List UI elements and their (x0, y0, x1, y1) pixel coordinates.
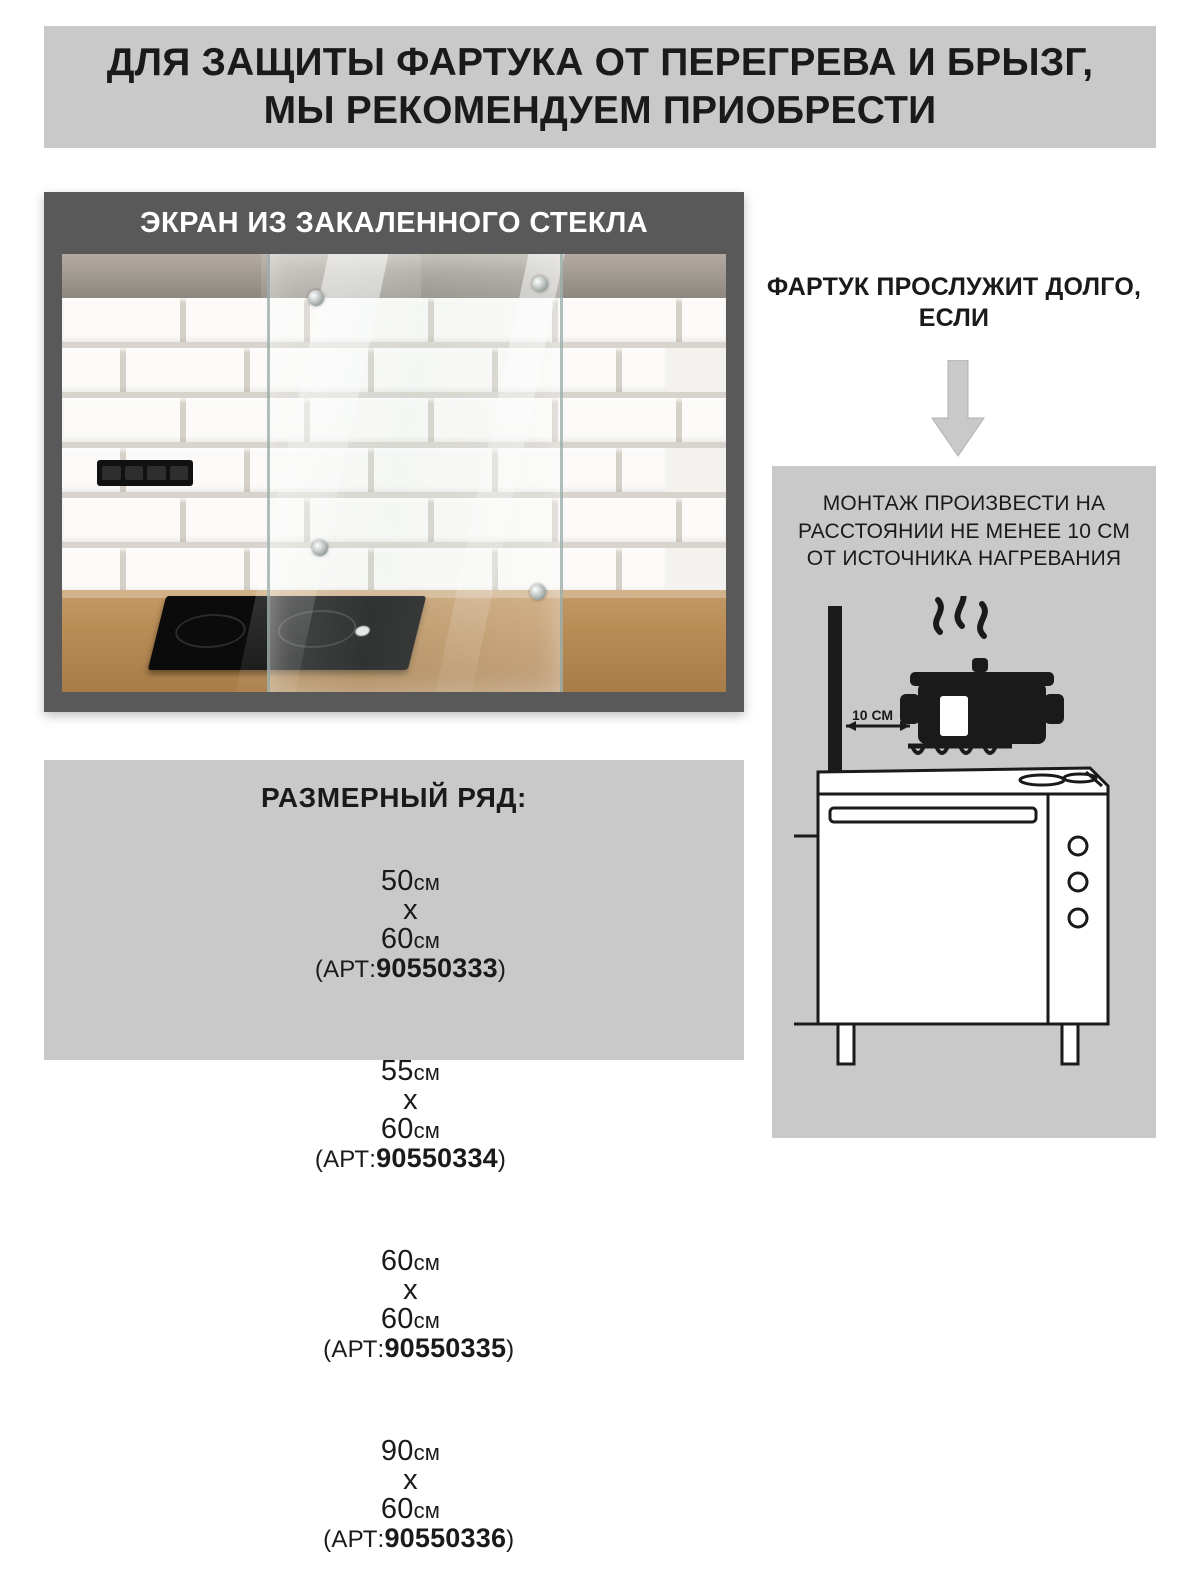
size-row (44, 1020, 744, 1210)
size-width: 60 (380, 1245, 414, 1277)
size-unit: см (413, 1308, 441, 1333)
size-range-title: РАЗМЕРНЫЙ РЯД: (261, 782, 527, 813)
size-width: 55 (380, 1055, 414, 1087)
article-code: 90550333 (376, 953, 498, 983)
installation-panel (772, 466, 1156, 1138)
size-unit: см (413, 1498, 441, 1523)
size-height: 60 (380, 1493, 414, 1525)
size-height: 60 (380, 1113, 414, 1145)
hob-ring-icon (171, 614, 249, 648)
stove-with-pot-diagram (790, 596, 1140, 1116)
size-unit: см (413, 1440, 441, 1465)
glass-screen-photo-panel (44, 192, 744, 712)
article-code: 90550336 (384, 1523, 507, 1553)
size-separator: x (403, 894, 418, 926)
article-code: 90550334 (376, 1143, 498, 1173)
product-photo (62, 254, 726, 692)
distance-label: 10 СМ (852, 707, 894, 723)
mount-bolt-icon (532, 276, 548, 292)
size-height: 60 (380, 923, 414, 955)
mount-bolt-icon (312, 540, 328, 556)
headline-banner (44, 26, 1156, 148)
article-close: ) (506, 1336, 515, 1363)
size-unit: см (413, 870, 441, 895)
size-unit: см (413, 1118, 441, 1143)
size-separator: x (403, 1464, 418, 1496)
tempered-glass-screen (267, 254, 563, 692)
article-code: 90550335 (384, 1333, 507, 1363)
durability-caption: ФАРТУК ПРОСЛУЖИТ ДОЛГО, ЕСЛИ (766, 273, 1142, 333)
article-label: (АРТ: (323, 1526, 385, 1553)
size-unit: см (413, 1060, 441, 1085)
photo-illustration (62, 254, 726, 692)
article-label: (АРТ: (314, 1146, 377, 1173)
size-unit: см (413, 928, 441, 953)
size-row (44, 1210, 744, 1400)
article-close: ) (497, 956, 507, 983)
installation-note-text: МОНТАЖ ПРОИЗВЕСТИ НА РАССТОЯНИИ НЕ МЕНЕЕ 10 СМ ОТ ИСТОЧНИКА НАГРЕВАНИЯ (797, 492, 1131, 571)
size-unit: см (413, 1250, 441, 1275)
photo-panel-title: ЭКРАН ИЗ ЗАКАЛЕННОГО СТЕКЛА (139, 206, 649, 239)
size-width: 90 (380, 1435, 414, 1467)
size-height: 60 (380, 1303, 414, 1335)
size-row (44, 830, 744, 1020)
size-separator: x (403, 1084, 418, 1116)
size-separator: x (403, 1274, 418, 1306)
mount-bolt-icon (530, 584, 546, 600)
wall-sockets (97, 460, 193, 486)
size-row (44, 1400, 744, 1590)
article-close: ) (506, 1526, 515, 1553)
size-width: 50 (380, 865, 414, 897)
arrow-down-icon (930, 360, 986, 458)
size-range-panel (44, 760, 744, 1553)
headline-text: ДЛЯ ЗАЩИТЫ ФАРТУКА ОТ ПЕРЕГРЕВА И БРЫЗГ, МЫ РЕКОМЕНДУЕМ ПРИОБРЕСТИ (106, 41, 1094, 132)
article-close: ) (497, 1146, 507, 1173)
article-label: (АРТ: (323, 1336, 385, 1363)
mount-bolt-icon (308, 290, 324, 306)
article-label: (АРТ: (314, 956, 377, 983)
